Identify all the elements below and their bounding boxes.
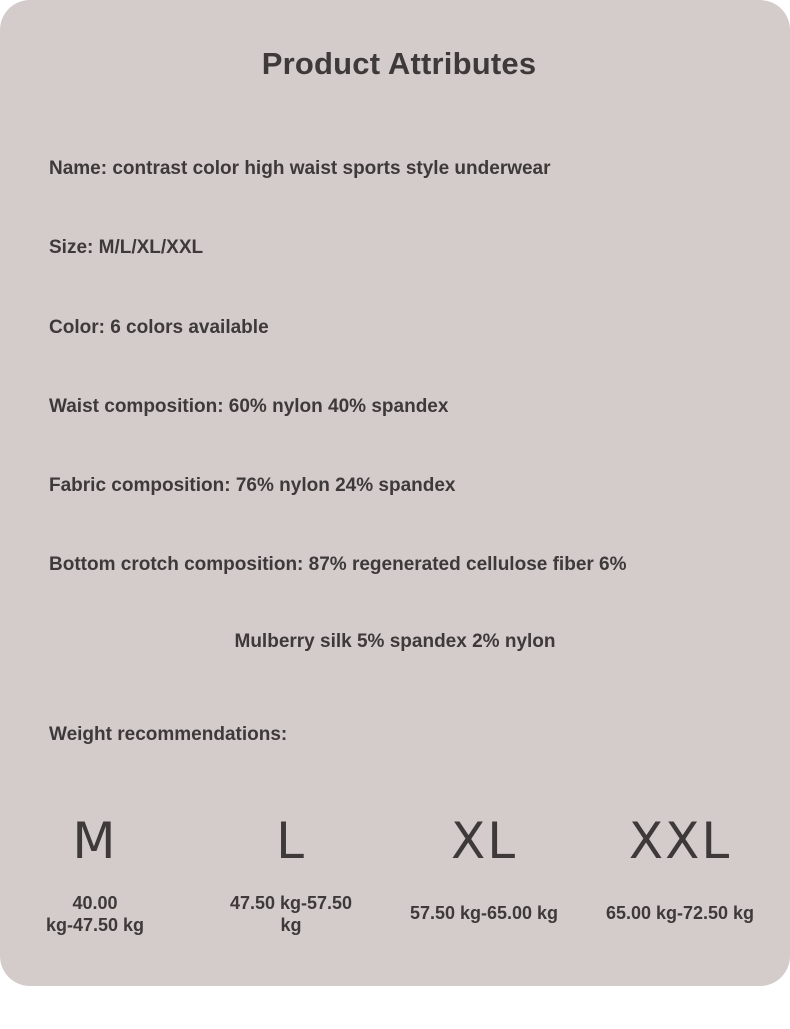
size-column-l [196,812,386,935]
attribute-name: Name: contrast color high waist sports style underwear [49,158,551,179]
size-range [0,892,190,936]
attribute-waist-composition: Waist composition: 60% nylon 40% spandex [49,396,449,417]
size-range-line: kg [280,915,302,935]
size-range-line: 57.50 kg-65.00 kg [409,903,559,923]
page-title: Product Attributes [261,46,537,81]
size-column-m [0,812,190,935]
size-range-line: 47.50 kg-57.50 [229,893,353,913]
size-column-xxl [585,812,775,923]
size-range-line: kg-47.50 kg [45,915,145,935]
attribute-crotch-composition: Bottom crotch composition: 87% regenerated cellulose fiber 6% [49,554,627,575]
size-letter: XXL [628,812,732,870]
attribute-crotch-composition-continued: Mulberry silk 5% spandex 2% nylon [234,631,556,652]
size-range [585,902,775,924]
size-letter: L [276,812,306,870]
size-range-line: 65.00 kg-72.50 kg [605,903,755,923]
attribute-color: Color: 6 colors available [49,317,269,338]
size-range [389,902,579,924]
size-letter: XL [450,812,518,870]
size-range-line: 40.00 [72,893,118,913]
attribute-size: Size: M/L/XL/XXL [49,237,204,258]
weight-recommendations-label: Weight recommendations: [49,724,288,745]
size-letter: M [72,812,118,870]
size-column-xl [389,812,579,923]
attribute-fabric-composition: Fabric composition: 76% nylon 24% spandex [49,475,456,496]
size-range [196,892,386,936]
